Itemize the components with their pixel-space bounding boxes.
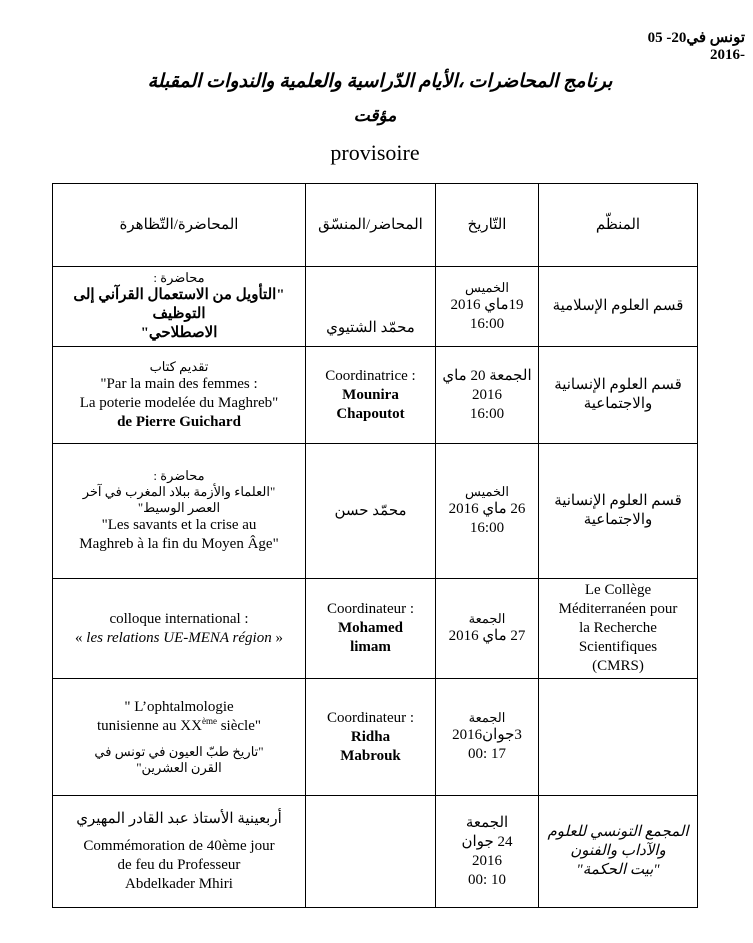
speaker-cell: [306, 679, 436, 796]
event-title-arabic: "العلماء والأزمة ببلاد المغرب في آخر: [82, 484, 276, 499]
table-row: [53, 679, 698, 796]
table-row: [53, 444, 698, 579]
document-subtitle-french: provisoire: [330, 140, 420, 165]
table-row: [53, 267, 698, 347]
organizer-name: Le Collège: [584, 582, 652, 598]
date-cell: [436, 444, 539, 579]
speaker-name: limam: [350, 639, 391, 655]
date-cell: [436, 679, 539, 796]
event-title-line: "Par la main des femmes :: [100, 375, 258, 392]
event-cell: [53, 444, 306, 579]
speaker-name: محمّد الشتيوي: [326, 320, 415, 336]
speaker-role: Coordinatrice :: [325, 367, 416, 384]
quote-open: «: [75, 629, 87, 646]
organizer-name: Scientifiques: [578, 639, 658, 655]
table-row: [53, 347, 698, 444]
date-time: 16:00: [469, 315, 505, 332]
date-main: 27 ماي 2016: [448, 628, 526, 644]
event-title-french: Abdelkader Mhiri: [125, 875, 233, 892]
date-year: 2016: [472, 386, 502, 403]
event-type: تقديم كتاب: [149, 358, 209, 374]
speaker-cell: [306, 267, 436, 347]
organizer-cell: [539, 579, 698, 679]
date-year: 2016: [472, 852, 502, 869]
date-main: 26 ماي 2016: [448, 501, 526, 517]
organizer-name: Méditerranéen pour: [558, 601, 678, 617]
event-type: محاضرة :: [153, 468, 205, 483]
event-title-arabic: أربعينية الأستاذ عبد القادر المهيري: [76, 810, 282, 827]
speaker-name: Mabrouk: [340, 747, 401, 764]
column-header-event: المحاضرة/التّظاهرة: [53, 184, 306, 267]
speaker-name: محمّد حسن: [334, 502, 407, 519]
organizer-name: la Recherche: [579, 620, 657, 636]
event-type: colloque international :: [109, 610, 249, 627]
document-subtitle-arabic: مؤقت: [353, 106, 397, 125]
date-time: 16:00: [469, 520, 505, 536]
speaker-cell: [306, 347, 436, 444]
organizer-cell-empty: [539, 679, 698, 796]
speaker-cell: [306, 579, 436, 679]
column-header-date: التّاريخ: [436, 184, 539, 267]
event-cell: [53, 679, 306, 796]
organizer-cell: [539, 444, 698, 579]
speaker-name: Mohamed: [338, 620, 403, 636]
document-date: تونس في20- 05 -2016: [647, 30, 745, 63]
organizer-name: والآداب والفنون: [570, 843, 666, 859]
event-title-french: Commémoration de 40ème jour: [83, 837, 275, 854]
organizer-name: قسم العلوم الإنسانية: [554, 493, 682, 509]
date-main: 24 جوان: [461, 833, 513, 850]
speaker-name: Ridha: [350, 728, 391, 745]
event-type: محاضرة :: [153, 270, 205, 285]
speaker-cell: [306, 444, 436, 579]
table-header-row: [53, 184, 698, 267]
event-title-french: siècle": [216, 718, 261, 734]
event-author-name: Pierre Guichard: [135, 413, 241, 430]
date-cell: [436, 796, 539, 908]
date-day: الخميس: [465, 279, 509, 295]
column-header-speaker: المحاضر/المنسّق: [306, 184, 436, 267]
date-time: 10 :00: [468, 871, 506, 888]
organizer-name: "بيت الحكمة": [576, 862, 660, 878]
event-title-arabic: "تاريخ طبّ العيون في تونس في: [94, 744, 264, 759]
event-title-line: "التأويل من الاستعمال القرآني إلى التوظيف: [73, 287, 285, 322]
table-row: [53, 796, 698, 908]
date-day: الخميس: [465, 484, 509, 499]
event-cell: [53, 267, 306, 347]
event-cell: [53, 796, 306, 908]
event-cell: [53, 579, 306, 679]
event-title-french: " L’ophtalmologie: [124, 699, 234, 715]
superscript: ème: [201, 716, 217, 726]
speaker-cell-empty: [306, 796, 436, 908]
table-row: [53, 579, 698, 679]
date-main: الجمعة 20 ماي: [442, 367, 532, 384]
event-cell: [53, 347, 306, 444]
date-time: 17 :00: [468, 746, 506, 762]
schedule-table: [52, 183, 698, 908]
event-title-line: الاصطلاحي": [140, 325, 218, 341]
event-title-arabic: القرن العشرين": [136, 760, 222, 775]
organizer-name: المجمع التونسي للعلوم: [547, 824, 689, 840]
organizer-cell: [539, 796, 698, 908]
organizer-cell: [539, 347, 698, 444]
date-main: 3جوان2016: [452, 727, 522, 743]
document-title: برنامج المحاضرات ،الأيام الدّراسية والعلمية والندوات المقبلة: [147, 71, 613, 92]
date-time: 16:00: [469, 405, 505, 422]
organizer-name: قسم العلوم الإسلامية: [552, 298, 684, 314]
event-title-french: de feu du Professeur: [117, 856, 241, 873]
date-day: الجمعة: [465, 814, 509, 831]
event-title-arabic: العصر الوسيط": [137, 500, 221, 515]
event-title-french: Maghreb à la fin du Moyen Âge": [79, 536, 279, 552]
organizer-name: قسم العلوم الإنسانية: [554, 377, 682, 393]
event-author-prefix: de: [117, 413, 136, 430]
organizer-name: والاجتماعية: [583, 512, 653, 528]
date-cell: [436, 267, 539, 347]
organizer-name: والاجتماعية: [583, 396, 653, 412]
organizer-name: (CMRS): [592, 658, 644, 674]
event-title-line: La poterie modelée du Maghreb": [79, 394, 279, 411]
event-title-french: tunisienne au XX: [96, 718, 202, 734]
date-main: 19ماي 2016: [450, 296, 524, 313]
speaker-role: Coordinateur :: [326, 709, 415, 726]
speaker-name: Mounira: [342, 386, 399, 403]
date-cell: [436, 347, 539, 444]
organizer-cell: [539, 267, 698, 347]
date-cell: [436, 579, 539, 679]
date-day: الجمعة: [468, 611, 506, 626]
quote-close: »: [271, 629, 283, 646]
speaker-role: Coordinateur :: [326, 601, 415, 617]
event-title-french: "Les savants et la crise au: [101, 517, 257, 533]
date-day: الجمعة: [468, 710, 506, 725]
speaker-name: Chapoutot: [336, 405, 405, 422]
event-title: les relations UE-MENA région: [86, 629, 272, 646]
column-header-organizer: المنظّم: [539, 184, 698, 267]
